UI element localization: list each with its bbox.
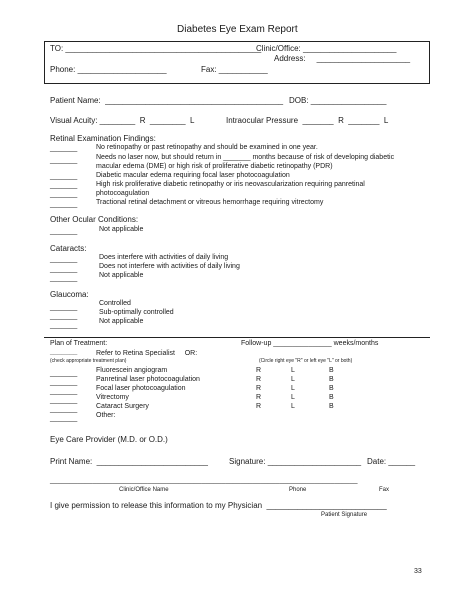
right-eye-option[interactable]: R [256,394,262,401]
retinal-check-line[interactable]: _______ [50,173,78,180]
dob-field[interactable]: DOB: _________________ [289,96,387,105]
right-eye-option[interactable]: R [256,367,262,374]
page-number: 33 [414,568,422,575]
phone-label: Phone [289,487,307,493]
glaucoma-check-line[interactable]: _______ [50,313,78,320]
clinic-office-field[interactable]: Clinic/Office: _____________________ [256,44,397,53]
follow-up-field[interactable]: Follow-up _______________ weeks/months [241,340,379,347]
cataracts-check-line[interactable]: _______ [50,275,78,282]
glaucoma-option-text: Sub-optimally controlled [99,309,174,316]
cataracts-check-line[interactable]: _______ [50,266,78,273]
cataracts-option-text: Does not interfere with activities of daily living [99,263,240,270]
glaucoma-option-text: Controlled [99,300,131,307]
fax-field[interactable]: Fax: ___________ [201,65,268,74]
both-eyes-option[interactable]: B [329,394,334,401]
refer-check-line[interactable]: _______ [50,349,78,356]
glaucoma-check-line[interactable]: _______ [50,304,78,311]
treatment-option-text: Fluorescein angiogram [96,367,168,374]
both-eyes-option[interactable]: B [329,385,334,392]
to-field[interactable]: TO: ____________________________________________ [50,44,262,53]
glaucoma-check-line[interactable]: _______ [50,322,78,329]
refer-retina-text: Refer to Retina Specialist OR: [96,350,198,357]
retinal-option-text: High risk proliferative diabetic retinopathy or iris neovascularization requiring panretinal [96,181,365,188]
treatment-check-line[interactable]: _______ [50,370,78,377]
retinal-option-text: No retinopathy or past retinopathy and should be examined in one year. [96,144,318,151]
retinal-check-line[interactable]: _______ [50,145,78,152]
signature-field[interactable]: Signature: _____________________ [229,457,362,466]
ocular-option-text: Not applicable [99,226,144,233]
right-eye-option[interactable]: R [256,376,262,383]
retinal-option-text: Tractional retinal detachment or vitreous hemorrhage requiring vitrectomy [96,199,324,206]
left-eye-option[interactable]: L [291,394,295,401]
treatment-check-line[interactable]: _______ [50,415,78,422]
date-field[interactable]: Date: ______ [367,457,416,466]
retinal-option-text: photocoagulation [96,190,150,197]
patient-signature-label: Patient Signature [321,512,368,518]
retinal-check-line[interactable]: _______ [50,191,78,198]
left-eye-option[interactable]: L [291,385,295,392]
treatment-option-text: Cataract Surgery [96,403,149,410]
retinal-check-line[interactable]: _______ [50,201,78,208]
treatment-heading: Plan of Treatment: [50,340,108,347]
phone-field[interactable]: Phone: ____________________ [50,65,167,74]
treatment-option-text: Focal laser photocoagulation [96,385,186,392]
treatment-option-text: Vitrectomy [96,394,129,401]
treatment-check-line[interactable]: _______ [50,406,78,413]
retinal-option-text: Needs no laser now, but should return in _______ months because of risk of developing diabetic [96,154,395,161]
print-name-field[interactable]: Print Name: _________________________ [50,457,208,466]
cataracts-heading: Cataracts: [50,244,87,253]
glaucoma-heading: Glaucoma: [50,290,89,299]
section-divider [44,337,430,338]
intraocular-pressure-field[interactable]: Intraocular Pressure _______ R _______ L [226,116,389,125]
right-eye-option[interactable]: R [256,403,262,410]
left-eye-option[interactable]: L [291,376,295,383]
treatment-option-text: Other: [96,412,116,419]
visual-acuity-field[interactable]: Visual Acuity: ________ R ________ L [50,116,195,125]
cataracts-option-text: Does interfere with activities of daily living [99,254,229,261]
treatment-option-text: Panretinal laser photocoagulation [96,376,200,383]
retinal-findings-heading: Retinal Examination Findings: [50,134,156,143]
both-eyes-option[interactable]: B [329,403,334,410]
retinal-option-text: Diabetic macular edema requiring focal laser photocoagulation [96,172,290,179]
clinic-phone-fax-line[interactable]: _______________________________________________________________________________ [50,477,358,484]
both-eyes-option[interactable]: B [329,376,334,383]
clinic-name-label: Clinic/Office Name [119,487,169,493]
treatment-check-line[interactable]: _______ [50,388,78,395]
fax-label: Fax [379,487,390,493]
check-plan-note: (check appropriate treatment plan) [50,358,127,364]
treatment-check-line[interactable]: _______ [50,397,78,404]
address-field[interactable]: Address: _____________________ [274,54,411,63]
permission-statement[interactable]: I give permission to release this information to my Physician ___________________________ [50,501,387,510]
retinal-check-line[interactable]: _______ [50,182,78,189]
retinal-option-text: macular edema (DME) or high risk of proliferative diabetic retinopathy (PDR) [96,163,333,170]
circle-eye-note: (Circle right eye "R" or left eye "L" or both) [259,358,353,364]
retinal-check-line[interactable]: _______ [50,157,78,164]
page-title: Diabetes Eye Exam Report [177,24,298,35]
cataracts-check-line[interactable]: _______ [50,256,78,263]
both-eyes-option[interactable]: B [329,367,334,374]
right-eye-option[interactable]: R [256,385,262,392]
glaucoma-option-text: Not applicable [99,318,144,325]
treatment-check-line[interactable]: _______ [50,379,78,386]
ocular-conditions-heading: Other Ocular Conditions: [50,215,139,224]
ocular-check-line[interactable]: _______ [50,228,78,235]
left-eye-option[interactable]: L [291,367,295,374]
cataracts-option-text: Not applicable [99,272,144,279]
patient-name-field[interactable]: Patient Name: ________________________________________ [50,96,284,105]
left-eye-option[interactable]: L [291,403,295,410]
provider-heading: Eye Care Provider (M.D. or O.D.) [50,435,168,444]
